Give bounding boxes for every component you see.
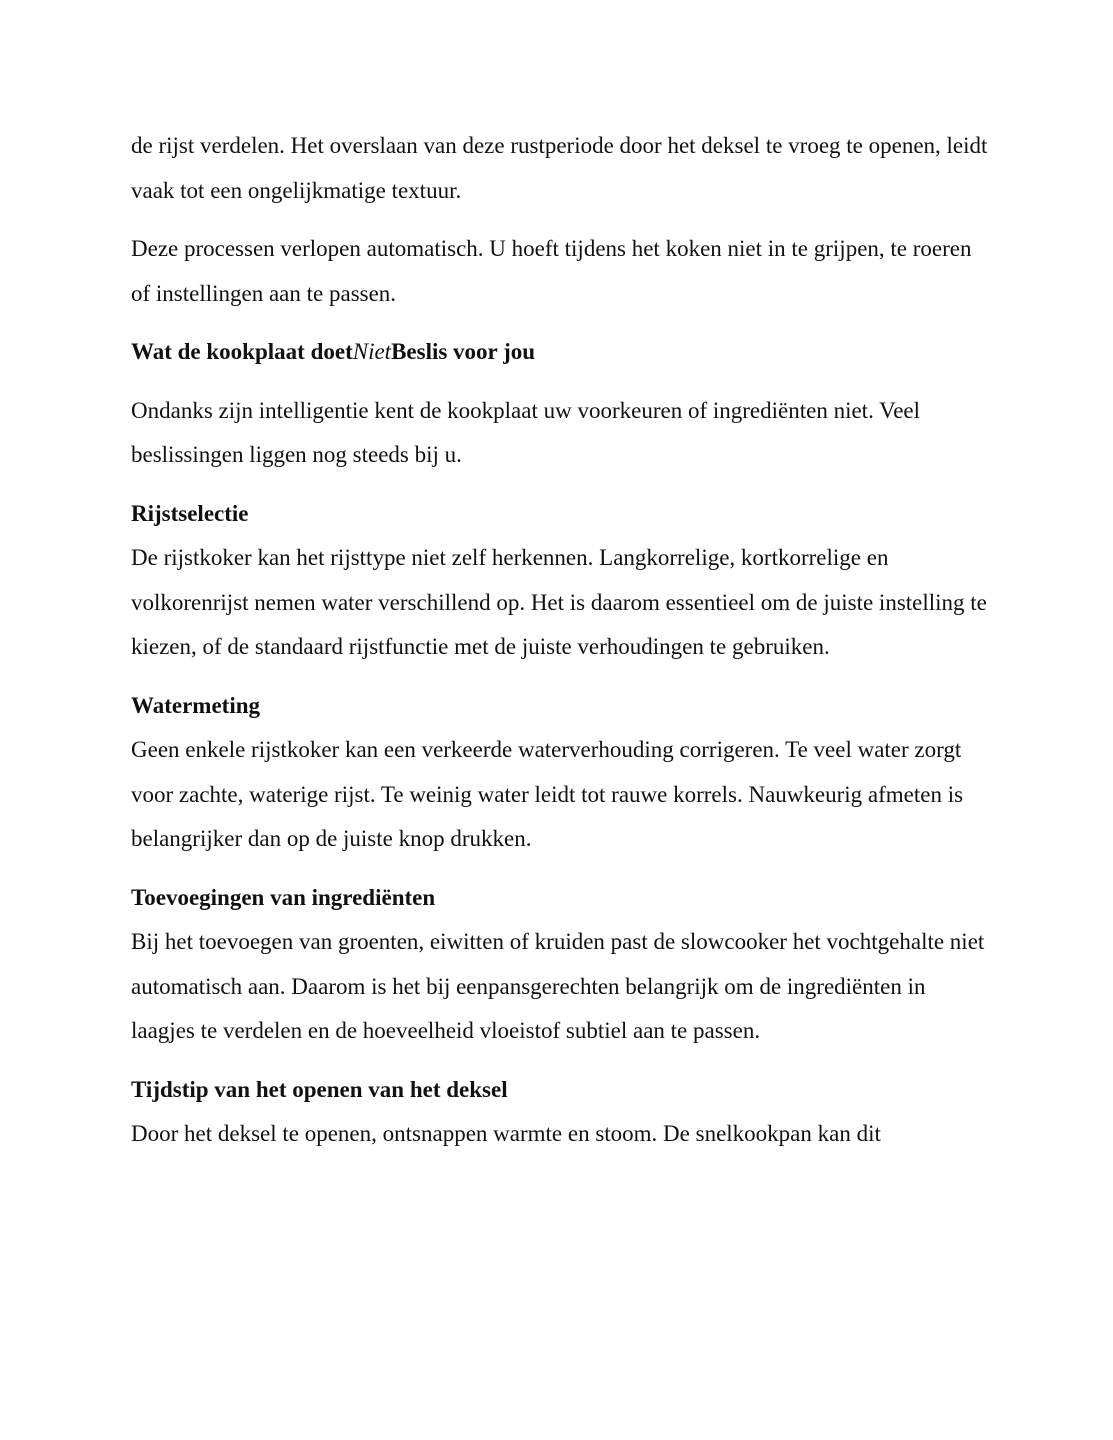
body-rice-selection: De rijstkoker kan het rijsttype niet zelf herkennen. Langkorrelige, kortkorrelige en volkorenrijst nemen water verschillend op. Het is daarom essentieel om de juiste instelling te kiezen, of de standaard rijstfunctie met de juiste verhoudingen te gebruiken. <box>131 545 987 659</box>
heading-ingredient-additions: Toevoegingen van ingrediënten <box>131 884 436 910</box>
paragraph-rice-rest: de rijst verdelen. Het overslaan van deze rustperiode door het deksel te vroeg te openen, leidt vaak tot een ongelijkmatige textuur. <box>131 133 988 203</box>
document-page <box>131 124 991 1171</box>
intro-paragraph: Ondanks zijn intelligentie kent de kookplaat uw voorkeuren of ingrediënten niet. Veel beslissingen liggen nog steeds bij u. <box>131 397 921 467</box>
section-heading-part2: Niet <box>352 339 392 364</box>
body-water-measurement: Geen enkele rijstkoker kan een verkeerde waterverhouding corrigeren. Te veel water zorgt voor zachte, waterige rijst. Te weinig water leidt tot rauwe korrels. Nauwkeurig afmeten is belangrijker dan op de juiste knop drukken. <box>131 737 964 851</box>
paragraph-automatic-process: Deze processen verlopen automatisch. U hoeft tijdens het koken niet in te grijpen, te roeren of instellingen aan te passen. <box>131 236 972 306</box>
body-ingredient-additions: Bij het toevoegen van groenten, eiwitten of kruiden past de slowcooker het vochtgehalte niet automatisch aan. Daarom is het bij eenpansgerechten belangrijk om de ingrediënten in laagjes te verdelen en de hoeveelheid vloeistof subtiel aan te passen. <box>131 929 985 1043</box>
section-heading-part1: Wat de kookplaat doet <box>131 339 353 364</box>
section-heading-part3: Beslis voor jou <box>391 339 536 364</box>
heading-rice-selection: Rijstselectie <box>131 500 249 526</box>
body-lid-timing: Door het deksel te openen, ontsnappen warmte en stoom. De snelkookpan kan dit <box>131 1121 881 1146</box>
section-heading <box>131 330 991 375</box>
heading-lid-timing: Tijdstip van het openen van het deksel <box>131 1076 508 1102</box>
heading-water-measurement: Watermeting <box>131 692 261 718</box>
